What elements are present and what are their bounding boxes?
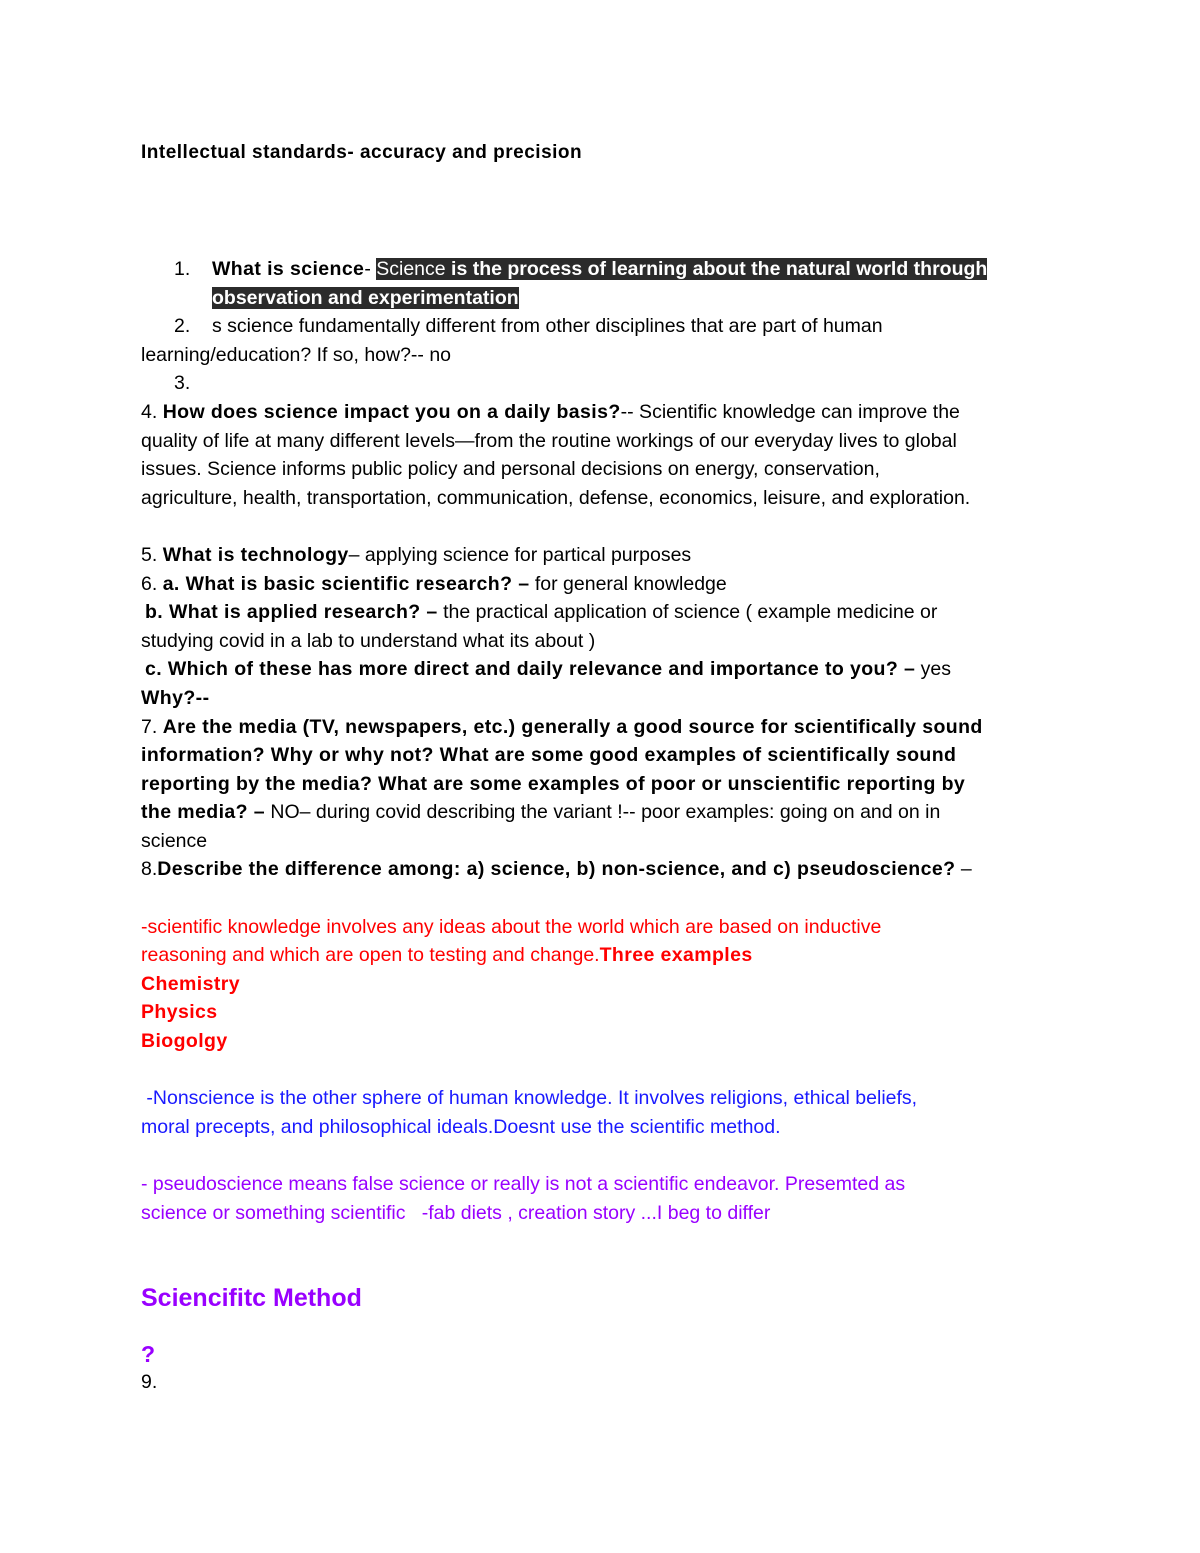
q5-line bbox=[141, 541, 1071, 570]
q6b-line1 bbox=[141, 598, 1071, 627]
q6b-answer: the practical application of science ( example medicine or bbox=[437, 601, 938, 624]
q6b-line2: studying covid in a lab to understand what its about ) bbox=[141, 629, 596, 652]
spacer bbox=[141, 1227, 1071, 1256]
section-heading: Sciencifitc Method bbox=[141, 1283, 362, 1312]
q5-answer: – applying science for partical purposes bbox=[348, 543, 692, 566]
q2-line1 bbox=[141, 312, 1071, 341]
q1-line2 bbox=[141, 284, 1071, 313]
question-mark: ? bbox=[141, 1340, 156, 1367]
q7-line2: information? Why or why not? What are some good examples of scientifically sound bbox=[141, 744, 957, 767]
q8-line bbox=[141, 855, 1071, 884]
q1-number: 1. bbox=[174, 258, 191, 280]
q4-line3: issues. Science informs public policy and personal decisions on energy, conservation, bbox=[141, 458, 880, 481]
science-example-2: Physics bbox=[141, 1001, 218, 1024]
science-line2 bbox=[141, 941, 1071, 970]
q2-text: s science fundamentally different from other disciplines that are part of human bbox=[212, 315, 883, 338]
q7-number: 7. bbox=[141, 715, 163, 738]
q7-line1 bbox=[141, 713, 1071, 742]
nonscience-line2: moral precepts, and philosophical ideals.Doesnt use the scientific method. bbox=[141, 1115, 781, 1138]
science-line2-text: reasoning and which are open to testing and change. bbox=[141, 944, 600, 967]
science-examples-label: Three examples bbox=[599, 944, 753, 967]
q2-number: 2. bbox=[174, 315, 191, 338]
q6c-answer: yes bbox=[915, 658, 951, 681]
spacer bbox=[141, 1318, 1071, 1340]
q6a-answer: for general knowledge bbox=[529, 572, 727, 595]
science-example-1: Chemistry bbox=[141, 972, 240, 995]
q4-number: 4. bbox=[141, 400, 163, 423]
q7-text4-bold: the media? – bbox=[141, 801, 265, 824]
q4-line2: quality of life at many different levels—from the routine workings of our everyday lives to global bbox=[141, 429, 957, 452]
spacer bbox=[141, 1141, 1071, 1170]
q9-line: 9. bbox=[141, 1371, 158, 1394]
q4-answer: -- Scientific knowledge can improve the bbox=[620, 400, 960, 423]
nonscience-line1: -Nonscience is the other sphere of human knowledge. It involves religions, ethical beliefs, bbox=[141, 1087, 918, 1110]
q8-dash: – bbox=[955, 858, 972, 881]
q7-text1: Are the media (TV, newspapers, etc.) generally a good source for scientifically sound bbox=[162, 715, 983, 738]
document-body bbox=[141, 255, 1071, 1397]
q1-answer-line2: observation and experimentation bbox=[212, 286, 519, 309]
spacer bbox=[141, 512, 1071, 541]
q8-label: Describe the difference among: a) science, b) non-science, and c) pseudoscience? bbox=[157, 858, 956, 881]
q1-separator: - bbox=[364, 258, 377, 280]
q7-line5: science bbox=[141, 829, 208, 852]
q6c-line bbox=[141, 655, 1071, 684]
q3-line bbox=[141, 369, 1071, 398]
q6a-line bbox=[141, 570, 1071, 599]
q2-line2: learning/education? If so, how?-- no bbox=[141, 343, 452, 366]
document-title: Intellectual standards- accuracy and precision bbox=[141, 142, 583, 163]
spacer bbox=[141, 1256, 1071, 1278]
q3-number: 3. bbox=[174, 372, 191, 395]
q4-line4: agriculture, health, transportation, communication, defense, economics, leisure, and exploration. bbox=[141, 486, 971, 509]
q5-label: What is technology bbox=[162, 543, 349, 566]
q7-answer: NO– during covid describing the variant !-- poor examples: going on and on in bbox=[265, 801, 941, 824]
science-example-3: Biogolgy bbox=[141, 1030, 228, 1053]
q5-number: 5. bbox=[141, 543, 163, 566]
spacer bbox=[141, 884, 1071, 913]
q1-line1 bbox=[141, 255, 1071, 284]
spacer bbox=[141, 1056, 1071, 1085]
science-line1: -scientific knowledge involves any ideas about the world which are based on inductive bbox=[141, 915, 882, 938]
q6a-label: a. What is basic scientific research? – bbox=[162, 572, 530, 595]
q1-answer-rest: is the process of learning about the natural world through bbox=[445, 258, 988, 280]
q1-label: What is science bbox=[212, 258, 365, 280]
q6-number: 6. bbox=[141, 572, 163, 595]
q8-number: 8. bbox=[141, 858, 158, 881]
q6-why: Why?-- bbox=[141, 686, 210, 709]
pseudoscience-line2: science or something scientific -fab diets , creation story ...I beg to differ bbox=[141, 1201, 771, 1224]
q1-answer-word: Science bbox=[376, 258, 446, 280]
q7-line3: reporting by the media? What are some examples of poor or unscientific reporting by bbox=[141, 772, 966, 795]
q6c-label: c. Which of these has more direct and daily relevance and importance to you? – bbox=[145, 658, 916, 681]
q6b-label: b. What is applied research? – bbox=[145, 601, 438, 624]
q4-line1 bbox=[141, 398, 1071, 427]
pseudoscience-line1: - pseudoscience means false science or really is not a scientific endeavor. Presemted as bbox=[141, 1173, 906, 1195]
q4-label: How does science impact you on a daily basis? bbox=[162, 400, 621, 423]
q7-line4 bbox=[141, 798, 1071, 827]
